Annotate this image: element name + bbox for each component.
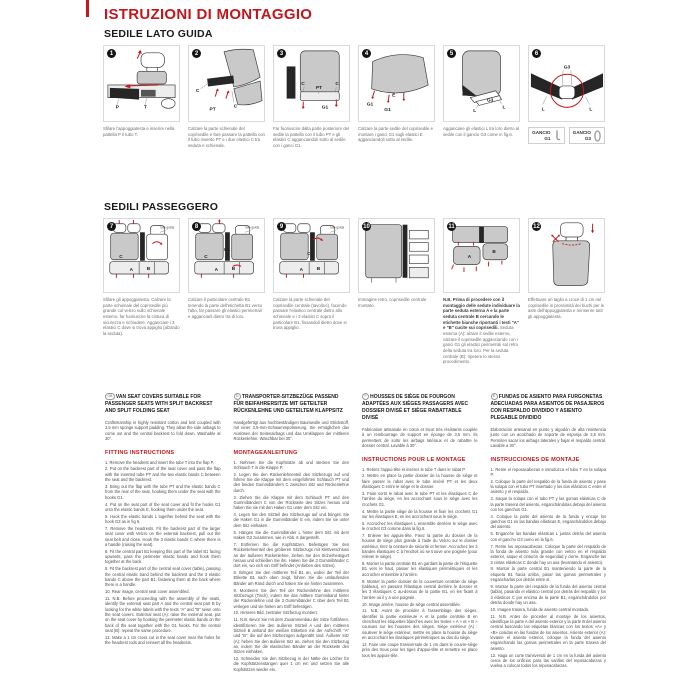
instruction-step: 9. Montieren Sie den Teil der Rückenlehne des mittleren Sitzbezugs (Tisch), indem Sie das mittlere Gummiband hinter der Rückenlehne und die 3 Gummibänder C über dem Teil B1 verlegen und sie hinten am Griff befestigen.: [233, 587, 349, 609]
instruction-step: 1. Nehmen Sie die Kopfstütze ab und stecken Sie den Schlauch T in die Klappe P.: [233, 459, 349, 470]
panel-11: [443, 218, 520, 293]
part-label: PT: [209, 107, 216, 113]
part-label: L: [541, 107, 545, 113]
instruction-step: 4. Put on the seat part of the seat cover and fit the hooks G1 onto the elastic bands E, hooking them under the seat.: [105, 501, 221, 512]
instruction-step: 12. Haga un corte transversal de 1 cm en la funda del asiento cerca de los orificios para las varillas del reposacabezas y vuelva a colocar todos los reposacabezas.: [490, 652, 606, 669]
step-number-badge: 7: [107, 222, 116, 231]
hook-g1-label: GANCIO G1: [532, 130, 551, 141]
panel-cell-3: [273, 45, 350, 149]
instruction-step: 5. Hook the elastic bands L together behind the seat with the hook G3 as in fig 6.: [105, 513, 221, 525]
panel-9-illustration: [274, 219, 349, 292]
panel-cell-8: [188, 218, 265, 365]
instruction-step: 8. Monter la partie centrale B1 en gardant la partie de l'étiquette B1 vers le haut, passer les élastiques périmétriques et les accrocher ensemble à l'arrière.: [362, 561, 478, 577]
panel-5-caption: Agganciare gli elastici L tra loro dietro al sedile con il gancio G3 come in fig.6.: [443, 126, 520, 137]
lang-code-badge: F: [362, 393, 369, 400]
lang-heading: MONTAGEANLEITUNG: [233, 449, 298, 456]
instruction-step: 11. N.B. Antes de proceder al montaje de los asientos, identifique la parte A del asiento exterior y la parte B del asiento central buscando las etiquetas blancas con los textos «A» y «B» cosidas en las fundas de los asientos. Asiento exterior (A): levante el asiento exterior, coloque la funda del asiento enganchando las gomas perimetrales en la parte trasera del asiento.: [490, 613, 606, 651]
instruction-step: 4. Coloque la parte del asiento de la funda y encaje los ganchos G1 en las bandas elásticas E, enganchándolos debajo del asiento.: [490, 513, 606, 530]
instruction-step: 2. Put on the backrest part of the seat cover and pass the flap with the inserted tube PT and the two elastic bands C between the seat and the backrest.: [105, 466, 221, 483]
instruction-step: 7. Remove the headrests. Fit the backrest part of the larger seat cover with Velcro on the external backrest, pull out the seat belt and close. Hook the 3 elastic bands C where there is a handle (raising the seat).: [105, 525, 221, 547]
instruction-step: 2. Coloque la parte del respaldo de la funda de asiento y pase la solapa con el tubo PT insertado y los dos elásticos C entre el asiento y el respaldo.: [490, 478, 606, 495]
panel-4-illustration: [359, 46, 434, 121]
instruction-step: 7. Entfernen Sie die Kopfstützen. Befestigen Sie den Rückenlehnenteil des größeren Sitzbezugs mit Klettverschluss an der äußeren Rückenlehne, ziehen Sie den Sicherheitsgurt heraus und schließen Sie ihn. Haken Sie die 3 Gummibänder C dort ein, wo sich ein Griff befindet (Anheben des Sitzes).: [233, 541, 349, 569]
instruction-step: 10. Imagen trasera, funda de asiento central montada.: [490, 606, 590, 612]
lang-intro: Elaboración artesanal en punto y algodón de alta resistencia junto con un acolchado de soporte de esponja de 3,5 mm. Permiten sacar los airbags laterales y bajar el respaldo central. Lavable a 30°.: [490, 427, 606, 449]
step-number-badge: 8: [192, 222, 201, 231]
panel-cell-11: [443, 218, 520, 365]
panel-11-caption: N.B. Prima di procedere con il montaggio delle sedute individuare la parte seduta esterna A e la parte seduta centrale B cercando le etichette bianche riportanti i testi "A" e "B" cucite sui coprisedili. Seduta esterna (A): alzare il sedile esterno, calzare il coprisedile agganciando con i ganci G1 gli elastici perimetrali sul retro della seduta tra loro. Per la seduta centrale (B): ripetere lo stesso procedimento.: [443, 297, 520, 365]
part-label: A: [214, 268, 219, 274]
panel-5: [443, 45, 520, 122]
instruction-step: 9. Montar la parte del respaldo de la funda del asiento central (tabla), pasando el elástico central por detrás del respaldo y los 3 elásticos C por encima de la parte B1, enganchándolos por detrás donde hay un asa.: [490, 583, 606, 605]
part-label: C: [195, 88, 200, 94]
instruction-step: 4. Mettre la partie siège de la housse et fixer les crochets G1 sur les élastiques E, en les accrochant sous le siège.: [362, 508, 478, 519]
part-label: PT: [315, 85, 323, 91]
panel-6-illustration: [529, 46, 604, 121]
panel-cell-4: [358, 45, 435, 149]
lang-intro: Fabrication artisanale en coton et tricot très résistants couplée à un rembourrage de support en éponge de 3,5 mm. Ils permettent de sortir les airbags latéraux et de rabattre le dossier central. Lavable à 30°.: [362, 427, 478, 449]
instruction-step: 4. Legen Sie den Sitzteil des Sitzbezugs auf und bringen Sie die Haken G1 in die Gummibänder E ein, indem Sie sie unter dem Sitz einhaken.: [233, 512, 349, 528]
registration-mark: [86, 0, 89, 17]
panel-4-caption: Calzare la parte sedile del coprisedile e montare i ganci G1 sugli elastici E agganciandoli sotto al sedile.: [358, 126, 433, 143]
lang-header: F HOUSSES DE SIÈGE DE FOURGON ADAPTÉES AUX SIÈGES PASSAGERS AVEC DOSSIER DIVISÉ ET SIÈGE RABATTABLE DIVISÉ: [362, 394, 469, 421]
instruction-step: 8. Fit the central part B1 keeping this part of the label B1 facing upwards, pass the perimeter elastic bands and hook them together at the back.: [105, 548, 221, 565]
panel-cell-12: [528, 218, 605, 365]
lang-header: D TRANSPORTER-SITZBEZÜGE PASSEND FÜR BEIFAHRERSITZE MIT GETEILTER RÜCKENLEHNE UND GETEILTEM KLAPPSITZ: [233, 394, 343, 414]
panel-cell-6: [528, 45, 605, 149]
panel-12: [528, 218, 605, 293]
instruction-step: 2. Mettre en place la partie dossier de la housse de siège et faire passer le rabat avec le tube inséré PT et les deux élastiques C entre le siège et le dossier.: [362, 473, 478, 490]
section-title-passenger-seats: SEDILI PASSEGGERO: [104, 201, 219, 213]
panel-cell-5: [443, 45, 520, 149]
part-label: C: [204, 254, 208, 260]
panel-3: [273, 45, 350, 122]
part-label: B: [492, 250, 496, 256]
step-number-badge: 6: [532, 49, 541, 58]
instruction-step: 11. N.B. Bevor Sie mit dem Zusammenbau der Sitze fortfahren, identifizieren Sie den äußeren Sitzteil A und den mittleren Sitzteil B anhand der weißen Etiketten mit der Aufschrift "A" und "B", die auf den Sitzbezügen aufgenäht sind. Äußerer Sitz (A): heben Sie den äußeren Sitz an, ziehen Sie den Sitzbezug an, indem Sie die elastischen Bänder an der Rückseite des Sitzes einhaken.: [233, 617, 349, 655]
hook-legend: [528, 127, 605, 144]
panel-cell-2: [188, 45, 265, 149]
part-label: lato guida: [160, 225, 175, 230]
instruction-step: 1. Retirez l'appui-tête et insérez le tube T dans le rabat P.: [362, 466, 466, 472]
panel-8-caption: Calzare il particolare centrale B1 tenendo la parte dell'etichetta B1 verso l'alto, far passare gli elastici perimetrali e agganciarli dietro tra di loro.: [188, 297, 263, 320]
lang-heading: INSTRUCCIONES DE MONTAJE: [490, 456, 580, 463]
instruction-step: 3. Bring out the flap with the tube PT and the elastic bands C from the rear of the seat, hooking them under the seat with the hooks G1.: [105, 484, 221, 500]
lang-steps: [362, 467, 478, 658]
lang-column-spanish: [491, 393, 607, 674]
instruction-step: 8. Montar la parte central B1 manteniendo la parte de la etiqueta B1 hacia arriba, pasar las gomas perimetrales y engancharlas por detrás entre sí.: [490, 566, 606, 583]
lang-heading: FITTING INSTRUCTIONS: [105, 449, 175, 456]
lang-header: GB VAN SEAT COVERS SUITABLE FOR PASSENGER SEATS WITH SPLIT BACKREST AND SPLIT FOLDING SEAT: [105, 394, 213, 414]
panel-12-illustration: [529, 219, 604, 292]
part-label: G1: [384, 108, 391, 114]
panel-3-illustration: [274, 46, 349, 121]
instruction-step: 7. Enlever les appuis-tête. Fixez la partie du dossier de la housse de siège plus grande à l'aide du Velcro sur le dossier extérieur, tirez la ceinture de sécurité et fermer. Accrochez les 3 bandes élastiques C à l'endroit où se trouve une poignée (pour relever le siège).: [362, 532, 478, 560]
part-label: T: [143, 105, 147, 111]
part-label: A: [467, 254, 472, 260]
lang-code-badge: GB: [105, 393, 115, 400]
part-label: C: [233, 104, 238, 110]
instruction-step: 5. Enganche las bandas elásticas L juntas detrás del asiento con el gancho G3 como en la fig.6.: [490, 531, 606, 542]
part-label: L: [589, 107, 593, 113]
instruction-step: 3. Ziehen Sie die Klappe mit dem Schlauch PT und den Gummibändern C von der Rückseite des Sitzes heraus und haken Sie sie mit den Haken G1 unter dem Sitz ein.: [233, 494, 349, 511]
panel-10: [358, 218, 435, 293]
lang-intro: Handgefertigt aus hochbeständigen Baumwolle und Strickstoff, mit einer 3,5-mm-Schwammpolsterung. Sie ermöglichen das Auslösen der Seitenairbags und das Umklappen der mittleren Rückenlehne. Waschbar bei 30°.: [233, 420, 349, 442]
step-number-badge: 2: [192, 49, 201, 58]
part-label: B: [231, 267, 236, 273]
panel-cell-1: [103, 45, 180, 149]
lang-intro: Craftsmanship in highly resistant cotton and knit coupled with 3.5 mm sponge support padding. They allow the side airbags to come out and the central backrest to fold down. Washable at 30°.: [105, 420, 221, 442]
step-number-badge: 5: [447, 49, 456, 58]
hook-g1-icon: [554, 130, 561, 142]
ring-g3-icon: [594, 130, 601, 142]
hook-g1-legend: [528, 127, 565, 144]
instruction-step: 11. N.B. Avant de procéder à l'assemblage des sièges, identifier la partie extérieure A et la partie centrale B en cherchant les étiquettes blanches avec les textes « A » et « B » cousues sur les housses des sièges. Siège extérieur (A) : soulever le siège extérieur, mettre en place la housse du siège en accrochant les élastiques périmétriques au dos du siège.: [362, 608, 478, 640]
part-label: C: [335, 81, 339, 87]
panel-1-caption: Sfilare l'appoggiatesta e inserire nella pattella P il tubo T.: [103, 126, 175, 137]
panel-8: [188, 218, 265, 293]
step-number-badge: 1: [107, 49, 116, 58]
part-label: C: [307, 252, 311, 258]
step-number-badge: 3: [277, 49, 286, 58]
instruction-step: 1. Remove the headrest and insert the tube T into the flap P.: [105, 459, 215, 465]
panel-10-illustration: [359, 219, 434, 292]
hook-g3-label: GANCIO G3: [572, 130, 591, 141]
panel-2-illustration: [189, 46, 264, 121]
panel-7: [103, 218, 180, 293]
part-label: C: [301, 81, 305, 87]
panel-7-caption: Sfilare gli appoggiatesta. Calzare la parte schienale del coprisedile più grande col velcro sullo schienale esterno, far fuoriuscire la cintura di sicurezza e richiudere. Agganciare i 3 elastici C dove si trova appiglio (alzando la seduta).: [103, 297, 180, 337]
panel-7-illustration: [104, 219, 179, 292]
part-label: lato guida: [245, 225, 260, 230]
part-label: G1: [366, 102, 374, 108]
instruction-step: 12. Schneiden Sie den Sitzbezug in der Nähe der Löcher für die Kopfstützenstangen quer 1 cm ein und setzen Sie alle Kopfstützen wieder ein.: [233, 656, 349, 672]
part-label: A: [129, 268, 134, 274]
part-label: B: [316, 267, 321, 273]
hook-g3-legend: [569, 127, 606, 144]
lang-column-english: [105, 393, 221, 674]
panel-8-illustration: [189, 219, 264, 292]
panel-cell-10: [358, 218, 435, 365]
part-label: L: [473, 109, 477, 115]
passenger-seat-panel-row: [103, 218, 605, 365]
part-label: lato guida: [330, 225, 345, 230]
part-label: C: [119, 254, 123, 260]
lang-heading: INSTRUCTIONS POUR LE MONTAGE: [362, 456, 466, 463]
instruction-step: 9. Monter la partie dossier de la couverture centrale du siège (tableau), en passant l'élastique central derrière le dossier et les 3 élastiques C au-dessus de la partie B1, en les fixant à l'arrière où il y a une poignée.: [362, 578, 478, 600]
lang-code-badge: D: [234, 393, 241, 400]
instruction-step: 9. Fit the backrest part of the central seat cover (table), passing the central elastic band behind the backrest and the 3 elastic bands C above the part B1, fastening them at the back where there is a handle.: [105, 566, 221, 588]
panel-1-illustration: [104, 46, 179, 121]
panel-2-caption: Calzare la parte schienale del coprisedile e fare passare la pattella con il tubo inserito PT e i due elastici C tra seduta e schienale.: [188, 126, 265, 149]
part-label: E: [392, 93, 396, 99]
instruction-step: 10. Image arrière, housse de siège central assemblée.: [362, 601, 461, 607]
panel-6: [528, 45, 605, 122]
part-label: G3: [563, 65, 571, 71]
step-number-badge: 12: [533, 223, 540, 230]
lang-steps: [234, 460, 350, 673]
step-number-badge: 11: [448, 223, 455, 230]
instruction-step: 5. Hängen Sie die Gummibänder L hinter dem Sitz mit dem Haken G3 zusammen, wie in Abb. 6 dargestellt.: [233, 529, 349, 540]
part-label: B1: [224, 248, 231, 254]
instruction-step: 5. Accrochez les élastiques L ensemble derrière le siège avec le crochet G3 comme dans la fig.6.: [362, 520, 478, 532]
step-number-badge: 10: [363, 223, 370, 230]
part-label: L: [502, 105, 506, 111]
panel-cell-7: [103, 218, 180, 365]
instruction-step: 10. Rear image, central seat cover assembled.: [105, 589, 190, 595]
instruction-step: 2. Legen Sie den Rückenlehnenteil des Sitzbezugs auf und führen Sie die Klappe mit dem eingeführten Schlauch PT und den beiden Gummibändern C zwischen Sitz und Rückenlehne durch.: [233, 471, 349, 493]
lang-code-badge: E: [491, 393, 498, 400]
panel-cell-9: [273, 218, 350, 365]
instruction-step: 12. Make a 1 cm cross cut in the seat cover near the holes for the headrest rods and reinsert all the headrests.: [105, 634, 221, 646]
driver-seat-panel-row: [103, 45, 605, 149]
panel-5-illustration: [444, 46, 519, 121]
instruction-step: 11. N.B. Before proceeding with the assembly of the seats, identify the external seat part A and the central seat part B by looking for the white labels with the texts "A" and "B" sewn onto the seat covers. External seat (A): raise the external seat, put on the seat cover by hooking the perimeter elastic bands on the back of the seat together with the G1 hooks. For the central seat (B): repeat the same procedure.: [105, 596, 221, 633]
instruction-step: 7. Retire los reposacabezas. Coloque la parte del respaldo de la funda de asiento más grande con velcro en el respaldo exterior, saque el cinturón de seguridad y cierre. Enganche las 3 cintas elásticas C donde hay un asa (levantando el asiento).: [490, 543, 606, 565]
panel-12-caption: Effettuare un taglio a croce di 1 cm nel coprisedile in prossimità dei buchi per le aste dell'appoggiatesta e reinserire tutti gli appoggiatesta.: [528, 297, 605, 320]
panel-11-illustration: [444, 219, 519, 292]
instruction-step: 12. Faire une coupe transversale de 1 cm dans le couvre-siège près des trous pour les tiges d'appui-tête et remettre en place tous les appuis-tête.: [362, 641, 478, 658]
part-label: P: [115, 105, 119, 111]
section-title-driver-seat: SEDILE LATO GUIDA: [104, 28, 213, 40]
panel-1: [103, 45, 180, 122]
panel-3-caption: Far fuoriuscire dalla parte posteriore del sedile la pattella con il tubo PT e gli elastici C agganciandoli sotto al sedile con i ganci G1.: [273, 126, 349, 149]
panel-10-caption: Immagine retro, coprisedile centrale montato.: [358, 297, 427, 308]
part-label: B: [146, 267, 151, 273]
lang-steps: [491, 467, 607, 669]
part-label: G3: [486, 98, 494, 104]
lang-column-french: [362, 393, 478, 674]
panel-9-caption: Calzare la parte schienale del coprisedile centrale (tavolino), facendo passare l'elastico centrale dietro allo schienale e i 3 elastici C sopra il particolare B1, fissandoli dietro dove si trova appiglio.: [273, 297, 347, 331]
part-label: A: [299, 268, 304, 274]
instruction-step: 8. Bringen Sie den mittleren Teil B1 an, wobei der Teil der Etikette B1 nach oben zeigt, führen Sie die umlaufenden Bänder am Rand durch und haken Sie sie hinten zusammen.: [233, 570, 349, 586]
lang-column-german: [234, 393, 350, 674]
language-columns: [105, 393, 606, 674]
panel-2: [188, 45, 265, 122]
page-title: ISTRUZIONI DI MONTAGGIO: [104, 6, 313, 23]
instruction-step: 10. Hinteres Bild, zentraler Sitzbezug montiert.: [233, 610, 318, 616]
instruction-step: 1. Retire el reposacabezas e introduzca el tubo T en la solapa P.: [490, 466, 606, 477]
lang-steps: [105, 460, 221, 646]
panel-4: [358, 45, 435, 122]
lang-header: E FUNDAS DE ASIENTO PARA FURGONETAS ADECUADAS PARA ASIENTOS DE PASAJEROS CON RESPALDO DIVIDIDO Y ASIENTO PLEGABLE DIVIDIDO: [490, 394, 605, 421]
part-label: G1: [321, 105, 329, 111]
panel-9: [273, 218, 350, 293]
step-number-badge: 4: [362, 49, 371, 58]
instruction-step: 3. Saque la solapa con el tubo PT y las gomas elásticas C de la parte trasera del asiento, enganchándolas debajo del asiento con los ganchos G1.: [490, 496, 606, 512]
instruction-step: 3. Faire sortir le rabat avec le tube PT et les élastiques C de l'arrière du siège, en les accrochant sous le siège avec les crochets G1.: [362, 491, 478, 507]
step-number-badge: 9: [277, 222, 286, 231]
